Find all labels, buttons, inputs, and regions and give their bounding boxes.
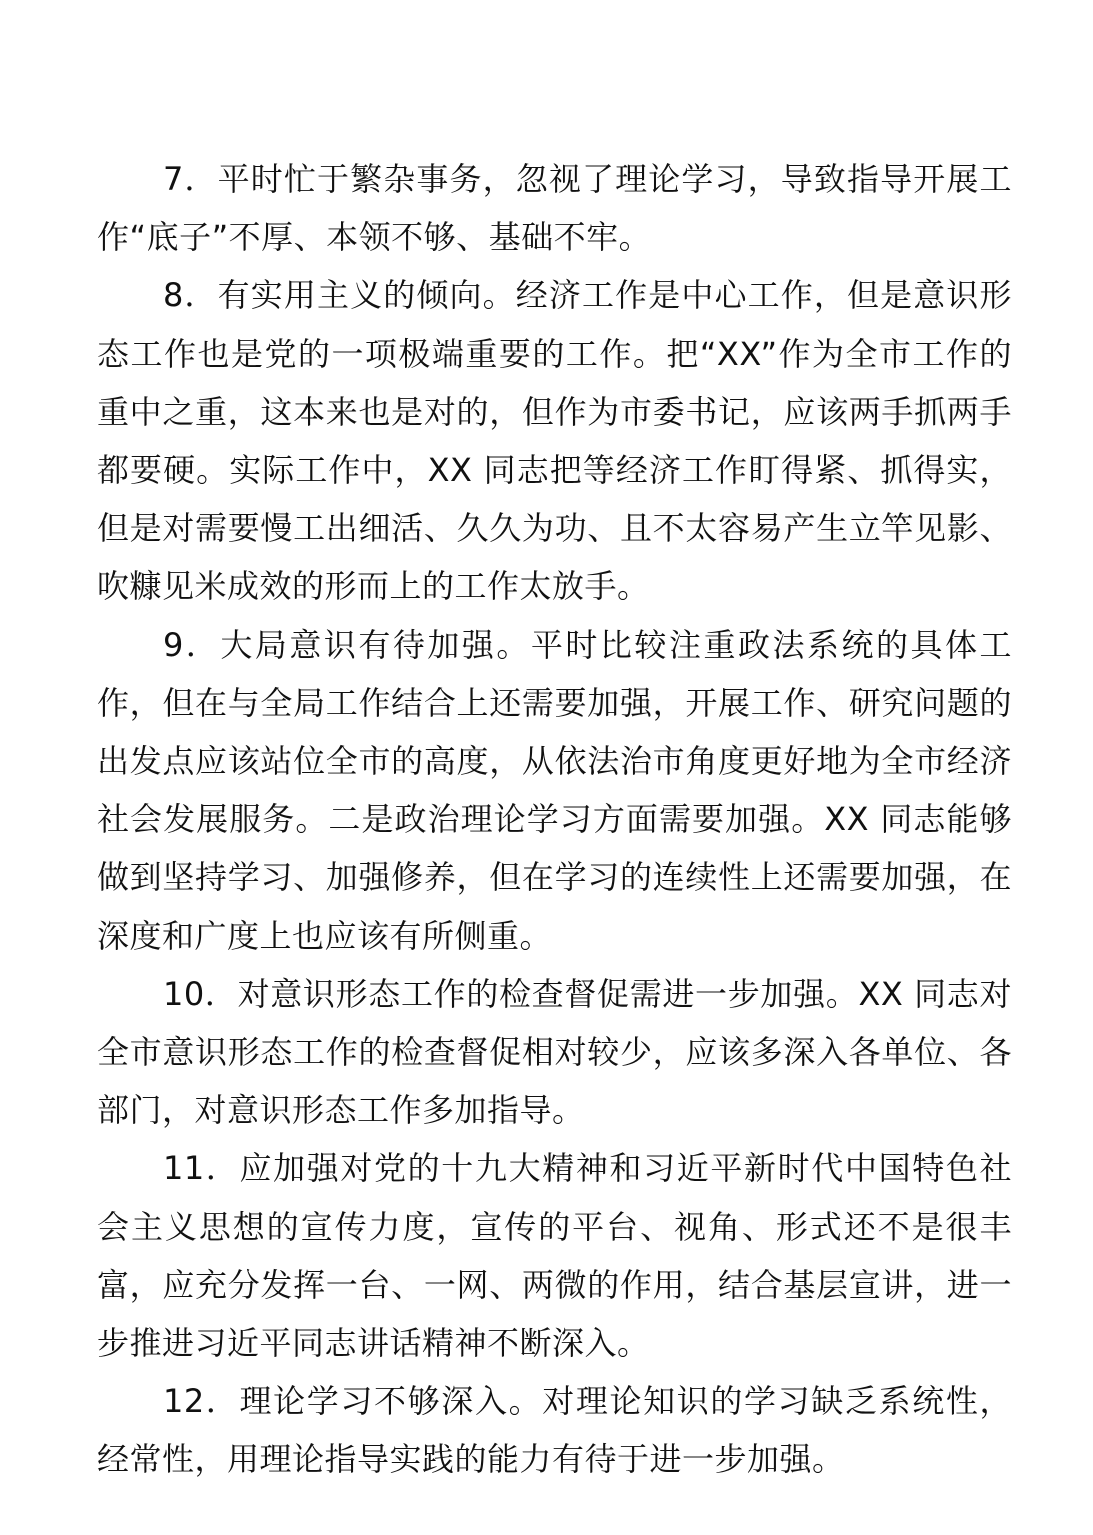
paragraph-item-10: 10．对意识形态工作的检查督促需进一步加强。XX 同志对全市意识形态工作的检查督促相对较少，应该多深入各单位、各部门，对意识形态工作多加指导。: [97, 974, 1012, 1130]
paragraph-item-12: 12．理论学习不够深入。对理论知识的学习缺乏系统性，经常性，用理论指导实践的能力有待于进一步加强。: [97, 1382, 1012, 1479]
paragraph-item-8: 8．有实用主义的倾向。经济工作是中心工作，但是意识形态工作也是党的一项极端重要的工作。把“XX”作为全市工作的重中之重，这本来也是对的，但作为市委书记，应该两手抓两手都要硬。实际工作中，XX 同志把等经济工作盯得紧、抓得实，但是对需要慢工出细活、久久为功、且不太容易产生立竿见影、吹糠见米成效的形而上的工作太放手。: [97, 276, 1012, 606]
document-body: [97, 150, 1012, 1489]
paragraph-item-9: 9．大局意识有待加强。平时比较注重政法系统的具体工作，但在与全局工作结合上还需要加强，开展工作、研究问题的出发点应该站位全市的高度，从依法治市角度更好地为全市经济社会发展服务。二是政治理论学习方面需要加强。XX 同志能够做到坚持学习、加强修养，但在学习的连续性上还需要加强，在深度和广度上也应该有所侧重。: [97, 625, 1012, 955]
paragraph-item-7: 7．平时忙于繁杂事务，忽视了理论学习，导致指导开展工作“底子”不厚、本领不够、基础不牢。: [97, 160, 1012, 257]
paragraph-item-11: 11．应加强对党的十九大精神和习近平新时代中国特色社会主义思想的宣传力度，宣传的平台、视角、形式还不是很丰富，应充分发挥一台、一网、两微的作用，结合基层宣讲，进一步推进习近平同志讲话精神不断深入。: [97, 1149, 1012, 1363]
